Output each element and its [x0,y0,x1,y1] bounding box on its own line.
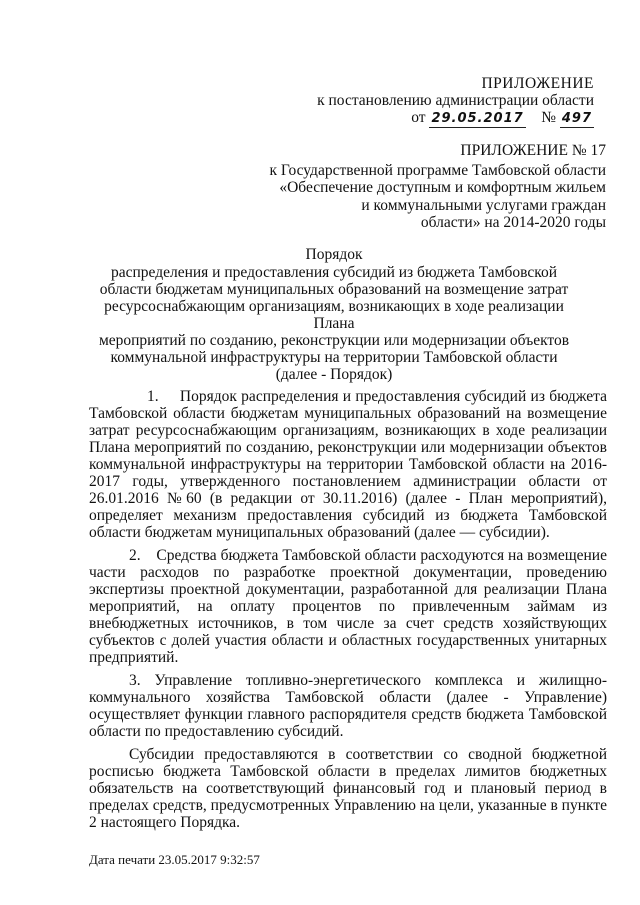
annex-program-line: «Обеспечение доступным и комфортным жильем [279,179,606,196]
heading-line: области бюджетам муниципальных образований на возмещение затрат [99,281,569,298]
date-prefix: от [411,109,426,126]
print-date-footer: Дата печати 23.05.2017 9:32:57 [89,852,260,867]
annex-date-number-line [294,109,594,128]
annex-program-line: области» на 2014-2020 годы [420,214,606,231]
heading-line: мероприятий по созданию, реконструкции или модернизации объектов [98,332,570,349]
annex-program-title: ПРИЛОЖЕНИЕ № 17 [460,142,606,159]
annex-resolution-line: к постановлению администрации области [317,92,594,109]
annex-title: ПРИЛОЖЕНИЕ [481,75,594,92]
number-prefix: № [541,109,556,126]
heading-line: распределения и предоставления субсидий из бюджета Тамбовской [110,264,558,281]
heading-title: Порядок [305,246,363,263]
paragraph-4: Субсидии предоставляются в соответствии со сводной бюджетной росписью бюджета Тамбовской области в пределах лимитов бюджетных обязательств на соответствующий финансовый год и плановый период в пределах средств, предусмотренных Управлению на цели, указанные в пункте 2 настоящего Порядка. [89,746,607,831]
annex-resolution-block [294,75,594,128]
heading-line: (далее - Порядок) [275,366,393,383]
annex-program-line: к Государственной программе Тамбовской области [269,161,606,179]
paragraph-1: 1. Порядок распределения и предоставления субсидий из бюджета Тамбовской области бюджетам муниципальных образований на возмещение затрат ресурсоснабжающим организациям, возникающих в ходе реализации Плана мероприятий по созданию, реконструкции или модернизации объектов коммунальной инфраструктуры на территории Тамбовской области на 2016-2017 годы, утвержденного постановлением администрации области от 26.01.2016 №60 (в редакции от 30.11.2016) (далее - План мероприятий), определяет механизм предоставления субсидий из бюджета Тамбовской области бюджетам муниципальных образований (далее — субсидии). [89,388,607,541]
paragraph-2: 2. Средства бюджета Тамбовской области расходуются на возмещение части расходов по разработке проектной документации, проведению экспертизы проектной документации, разработанной для реализации Плана мероприятий, на оплату процентов по привлеченным займам из внебюджетных источников, в том числе за счет средств хозяйствующих субъектов с долей участия области и областных государственных унитарных предприятий. [89,547,607,666]
heading-line: ресурсоснабжающим организациям, возникающих в ходе реализации Плана [104,298,564,332]
annex-program-line: и коммунальными услугами граждан [361,196,606,214]
paragraph-3: 3. Управление топливно-энергетического комплекса и жилищно-коммунального хозяйства Тамбовской области (далее - Управление) осуществляет функции главного распорядителя средств бюджета Тамбовской области по предоставлению субсидий. [89,672,607,740]
heading-line: коммунальной инфраструктуры на территории Тамбовской области [110,349,558,366]
handwritten-number: 497 [561,111,592,126]
annex-program-block [246,142,606,232]
document-heading [88,246,580,383]
document-body [89,388,607,837]
handwritten-date: 29.05.2017 [431,111,524,126]
